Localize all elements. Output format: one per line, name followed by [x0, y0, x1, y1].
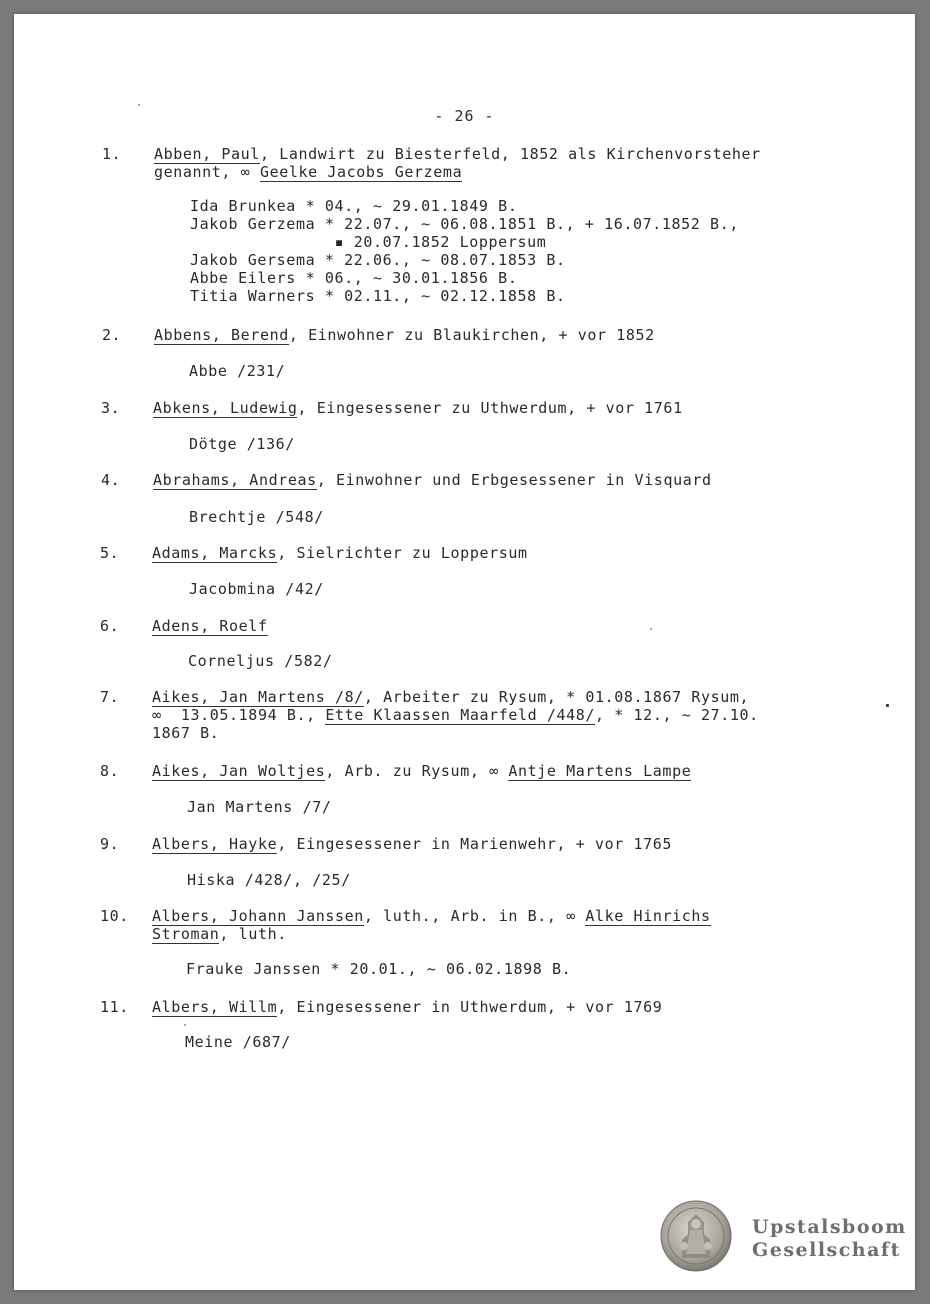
- scan-speck: [886, 704, 889, 707]
- person-name: Adams, Marcks: [152, 544, 278, 562]
- entry-line: [152, 706, 759, 724]
- person-name: Abbens, Berend: [154, 326, 289, 344]
- entry-line: [152, 617, 268, 635]
- person-name: Adens, Roelf: [152, 617, 268, 635]
- entry-number: 10.: [100, 907, 129, 925]
- children-list: [187, 798, 331, 816]
- entry-line: [152, 724, 759, 742]
- child-record: Ida Brunkea * 04., ~ 29.01.1849 B.: [190, 197, 518, 215]
- entry-line: [152, 544, 528, 562]
- entry-text: [152, 762, 691, 780]
- children-list: [189, 435, 295, 453]
- entry-line: [152, 907, 711, 925]
- children-list: [187, 871, 351, 889]
- entry-line: [154, 163, 761, 181]
- children-list: [190, 197, 739, 305]
- entry-text: [153, 399, 683, 417]
- entry-number: 9.: [100, 835, 120, 853]
- scan-speck: [650, 628, 652, 630]
- child-record: Meine /687/: [185, 1033, 291, 1051]
- entry-detail: , luth., Arb. in B., ∞: [363, 907, 586, 925]
- entry-text: [152, 544, 528, 562]
- scan-speck: [184, 1024, 186, 1026]
- entry-line: [152, 762, 691, 780]
- entry-text: [152, 617, 268, 635]
- entry-line: [154, 145, 761, 163]
- entry-text: [152, 998, 662, 1016]
- society-name-line2: Gesellschaft: [752, 1239, 901, 1261]
- entry-detail: , Einwohner und Erbgesessener in Visquard: [316, 471, 712, 489]
- child-record: Brechtje /548/: [189, 508, 324, 526]
- entry-text: [152, 907, 711, 943]
- entry-line: [152, 688, 759, 706]
- entry-detail: , Eingesessener in Uthwerdum, + vor 1769: [277, 998, 663, 1016]
- society-name: [752, 1216, 907, 1262]
- entry-detail: , Eingesessener zu Uthwerdum, + vor 1761: [297, 399, 683, 417]
- entry-number: 2.: [102, 326, 122, 344]
- page-number: - 26 -: [434, 107, 495, 125]
- child-record: Hiska /428/, /25/: [187, 871, 351, 889]
- society-seal-icon: [660, 1200, 732, 1272]
- entry-number: 5.: [100, 544, 120, 562]
- entry-number: 1.: [102, 145, 122, 163]
- entry-text: [154, 326, 655, 344]
- entry-detail: , * 12., ~ 27.10.: [595, 706, 759, 724]
- person-name: Abben, Paul: [154, 145, 260, 163]
- entry-line: [152, 835, 672, 853]
- entry-number: 4.: [101, 471, 121, 489]
- entry-text: [153, 471, 712, 489]
- person-name: Albers, Johann Janssen: [152, 907, 364, 925]
- children-list: [189, 362, 285, 380]
- document-page: [14, 14, 915, 1290]
- child-record: Corneljus /582/: [188, 652, 333, 670]
- child-record: Jacobmina /42/: [189, 580, 324, 598]
- entry-line: [152, 925, 711, 943]
- children-list: [186, 960, 571, 978]
- entry-detail: , luth.: [219, 925, 287, 943]
- child-record: Abbe /231/: [189, 362, 286, 380]
- person-name: Aikes, Jan Martens /8/: [152, 688, 364, 706]
- society-name-line1: Upstalsboom: [752, 1216, 907, 1238]
- entry-line: [154, 326, 655, 344]
- person-name: Abkens, Ludewig: [153, 399, 298, 417]
- person-name: Albers, Hayke: [152, 835, 278, 853]
- child-record: Dötge /136/: [189, 435, 295, 453]
- entry-line: [153, 399, 683, 417]
- child-record: Abbe Eilers * 06., ~ 30.01.1856 B.: [190, 269, 518, 287]
- person-name: Stroman: [152, 925, 220, 943]
- entry-text: [154, 145, 761, 181]
- entry-number: 6.: [100, 617, 120, 635]
- person-name: Antje Martens Lampe: [508, 762, 692, 780]
- entry-line: [152, 998, 662, 1016]
- entry-detail: ∞ 13.05.1894 B.,: [152, 706, 326, 724]
- child-record: Jakob Gersema * 22.06., ~ 08.07.1853 B.: [190, 251, 566, 269]
- children-list: [185, 1033, 291, 1051]
- child-record: Jan Martens /7/: [187, 798, 332, 816]
- person-name: Aikes, Jan Woltjes: [152, 762, 326, 780]
- entry-detail: 1867 B.: [152, 724, 220, 742]
- person-name: Abrahams, Andreas: [153, 471, 317, 489]
- entry-detail: , Eingesessener in Marienwehr, + vor 1765: [277, 835, 673, 853]
- entry-number: 11.: [100, 998, 129, 1016]
- child-record: ▪ 20.07.1852 Loppersum: [190, 233, 547, 251]
- scan-speck: [138, 104, 140, 106]
- entry-detail: , Landwirt zu Biesterfeld, 1852 als Kirchenvorsteher: [259, 145, 761, 163]
- child-record: Jakob Gerzema * 22.07., ~ 06.08.1851 B., + 16.07.1852 B.,: [190, 215, 739, 233]
- children-list: [188, 652, 332, 670]
- entry-detail: , Arbeiter zu Rysum, * 01.08.1867 Rysum,: [363, 688, 750, 706]
- children-list: [189, 580, 324, 598]
- entry-detail: genannt, ∞: [154, 163, 260, 181]
- children-list: [189, 508, 324, 526]
- entry-number: 3.: [101, 399, 121, 417]
- entry-number: 8.: [100, 762, 120, 780]
- entry-text: [152, 688, 759, 742]
- entry-number: 7.: [100, 688, 120, 706]
- entry-detail: , Sielrichter zu Loppersum: [277, 544, 528, 562]
- person-name: Geelke Jacobs Gerzema: [259, 163, 463, 181]
- person-name: Alke Hinrichs: [585, 907, 711, 925]
- child-record: Titia Warners * 02.11., ~ 02.12.1858 B.: [190, 287, 566, 305]
- entry-text: [152, 835, 672, 853]
- person-name: Ette Klaassen Maarfeld /448/: [325, 706, 596, 724]
- entry-line: [153, 471, 712, 489]
- entry-detail: , Einwohner zu Blaukirchen, + vor 1852: [288, 326, 655, 344]
- person-name: Albers, Willm: [152, 998, 278, 1016]
- entry-detail: , Arb. zu Rysum, ∞: [325, 762, 509, 780]
- child-record: Frauke Janssen * 20.01., ~ 06.02.1898 B.: [186, 960, 572, 978]
